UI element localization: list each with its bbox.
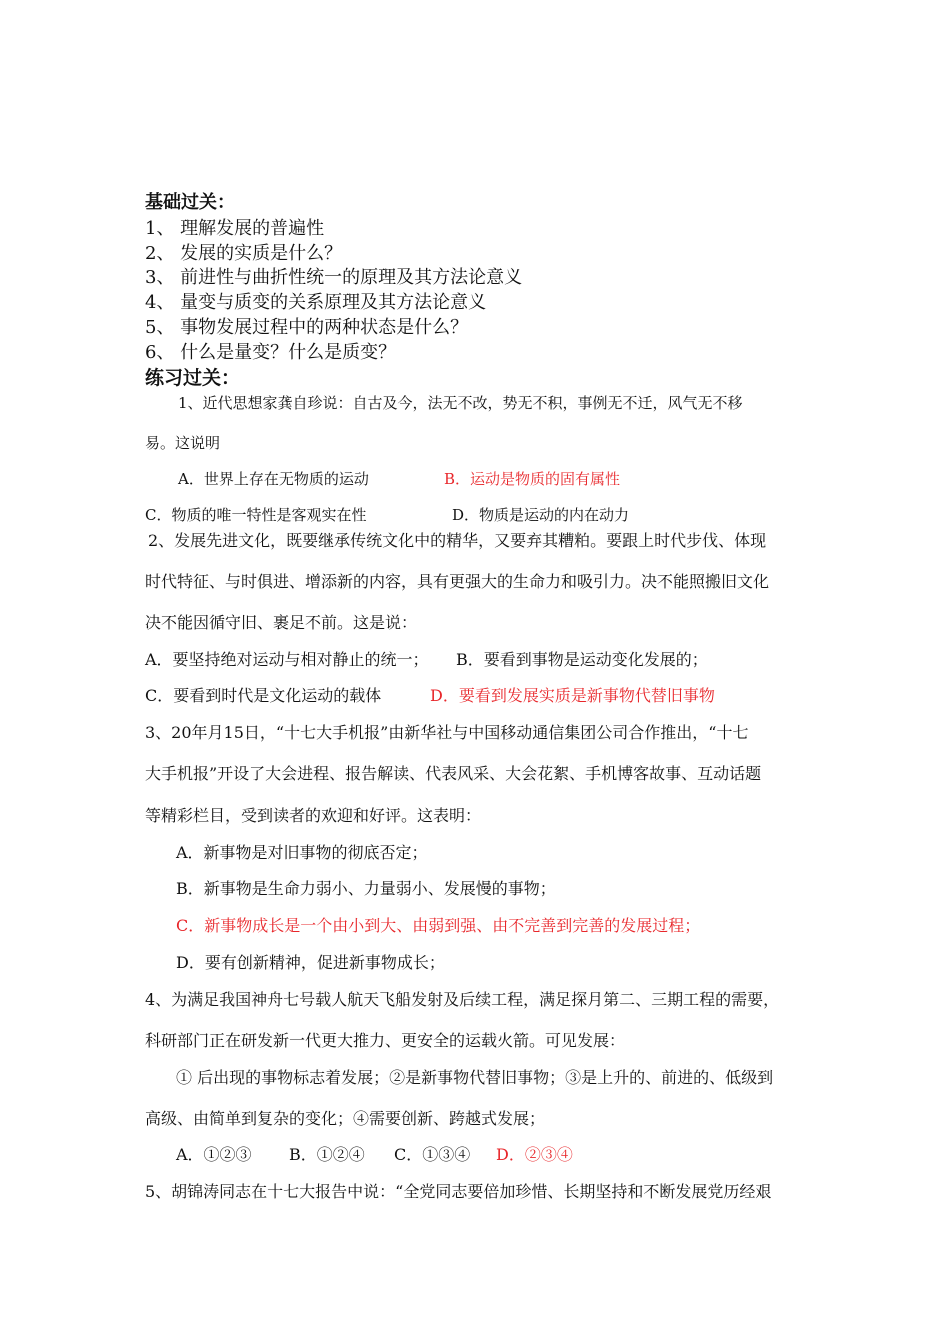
q4-stem-line-1: 4、为满足我国神舟七号载人航天飞船发射及后续工程，满足探月第二、三期工程的需要，: [145, 990, 780, 1009]
q1-option-b-answer: B．运动是物质的固有属性: [444, 470, 621, 488]
q2-stem-line-2: 时代特征、与时俱进、增添新的内容，具有更强大的生命力和吸引力。决不能照搬旧文化: [145, 572, 770, 591]
q2-option-b: B．要看到事物是运动变化发展的；: [456, 650, 708, 669]
q2-stem-line-3: 决不能因循守旧、裹足不前。这是说：: [145, 613, 418, 632]
q4-statements-line-2: 高级、由简单到复杂的变化；④需要创新、跨越式发展；: [145, 1109, 546, 1128]
q4-option-a: A．①②③: [176, 1145, 252, 1164]
basic-item-5: 5、 事物发展过程中的两种状态是什么？: [145, 317, 469, 338]
q3-option-b: B．新事物是生命力弱小、力量弱小、发展慢的事物；: [176, 879, 556, 898]
q3-option-d: D．要有创新精神，促进新事物成长；: [176, 953, 445, 972]
q4-option-b: B．①②④: [289, 1145, 365, 1164]
q4-statements-line-1: ① 后出现的事物标志着发展；②是新事物代替旧事物；③是上升的、前进的、低级到: [176, 1068, 774, 1087]
q1-option-c: C．物质的唯一特性是客观实在性: [145, 506, 367, 524]
basic-heading: 基础过关：: [145, 192, 235, 213]
q5-stem-line-1: 5、胡锦涛同志在十七大报告中说：“全党同志要倍加珍惜、长期坚持和不断发展党历经艰: [145, 1182, 772, 1201]
q2-option-c: C．要看到时代是文化运动的载体: [145, 686, 382, 705]
q1-stem-line-2: 易。这说明: [145, 434, 221, 452]
basic-item-4: 4、 量变与质变的关系原理及其方法论意义: [145, 292, 487, 313]
q4-stem-line-2: 科研部门正在研发新一代更大推力、更安全的运载火箭。可见发展：: [145, 1031, 626, 1050]
q1-stem-line-1: 1、近代思想家龚自珍说：自古及今，法无不改，势无不积，事例无不迁，风气无不移: [178, 394, 743, 412]
q3-option-a: A．新事物是对旧事物的彻底否定；: [176, 843, 428, 862]
basic-item-6: 6、 什么是量变？什么是质变？: [145, 342, 397, 363]
q4-option-c: C．①③④: [394, 1145, 471, 1164]
q2-stem-line-1: 2、发展先进文化，既要继承传统文化中的精华，又要弃其糟粕。要跟上时代步伐、体现: [148, 531, 767, 550]
q3-option-c-answer: C．新事物成长是一个由小到大、由弱到强、由不完善到完善的发展过程；: [176, 916, 701, 935]
q3-stem-line-3: 等精彩栏目，受到读者的欢迎和好评。这表明：: [145, 806, 482, 825]
q3-stem-line-1: 3、20年月15日，“十七大手机报”由新华社与中国移动通信集团公司合作推出，“十七: [145, 723, 749, 742]
q3-stem-line-2: 大手机报”开设了大会进程、报告解读、代表风采、大会花絮、手机博客故事、互动话题: [145, 764, 762, 783]
basic-item-1: 1、 理解发展的普遍性: [145, 218, 325, 239]
q1-option-a: A．世界上存在无物质的运动: [178, 470, 369, 488]
practice-heading: 练习过关：: [145, 367, 241, 389]
basic-item-3: 3、 前进性与曲折性统一的原理及其方法论意义: [145, 267, 523, 288]
q1-option-d: D．物质是运动的内在动力: [452, 506, 630, 524]
q2-option-d-answer: D．要看到发展实质是新事物代替旧事物: [430, 686, 715, 705]
q2-option-a: A．要坚持绝对运动与相对静止的统一；: [145, 650, 429, 669]
q4-option-d-answer: D．②③④: [496, 1145, 573, 1164]
basic-item-2: 2、 发展的实质是什么？: [145, 243, 343, 264]
